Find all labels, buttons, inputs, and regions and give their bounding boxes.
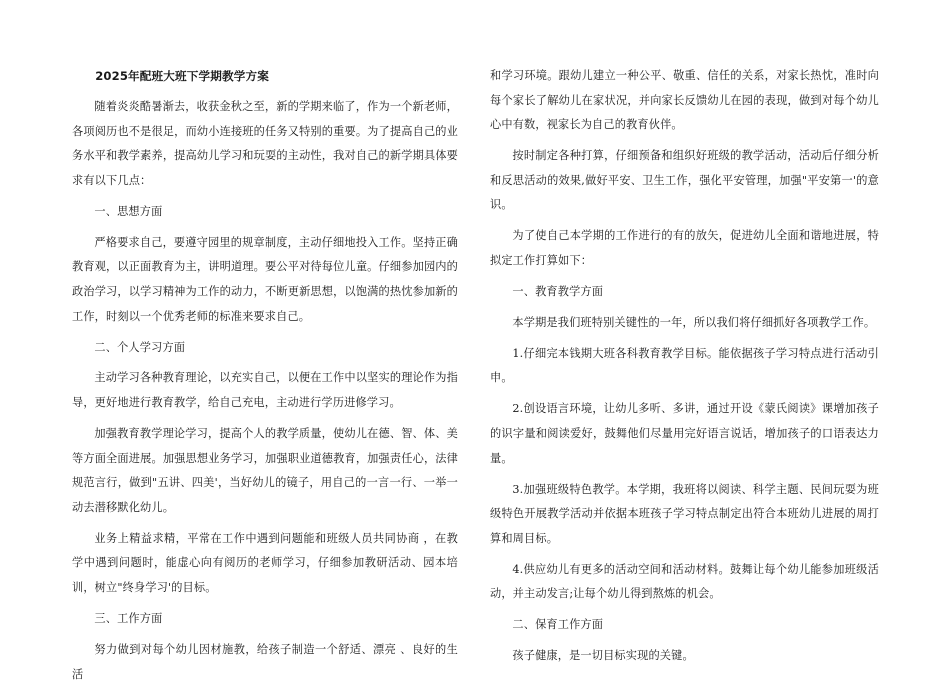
paragraph: 努力做到对每个幼儿因材施教，给孩子制造一个舒适、漂亮 、良好的生活: [72, 642, 458, 681]
section-heading: 一、教育教学方面: [512, 284, 604, 298]
paragraph: 随着炎炎酷暑渐去，收获金秋之至，新的学期来临了，作为一个新老师，各项阅历也不是很足，而幼小连接班的任务又特别的重要。为了提高自己的业务水平和教学素养，提高幼儿学习和玩耍的主动性，我对自己的新学期具体要求有以下几点：: [72, 99, 458, 187]
paragraph-continued: 和学习环境。跟幼儿建立一种公平、敬重、信任的关系，对家长热忱，准时向每个家长了解幼儿在家状况，并向家长反馈幼儿在园的表现，做到对每个幼儿心中有数，视家长为自己的教育伙伴。: [490, 69, 879, 132]
document-title: 2025年配班大班下学期教学方案: [95, 69, 269, 83]
list-item: 1.仔细完本钱期大班各科教育教学目标。能依据孩子学习特点进行活动引申。: [490, 346, 879, 385]
paragraph: 业务上精益求精，平常在工作中遇到问题能和班级人员共同协商 ，在教学中遇到问题时，能虚心向有阅历的老师学习，仔细参加教研活动、园本培训，树立"终身学习'的目标。: [72, 531, 458, 595]
section-heading: 三、工作方面: [94, 612, 163, 625]
paragraph: 按时制定各种打算，仔细预备和组织好班级的教学活动，活动后仔细分析和反思活动的效果,做好平安、卫生工作，强化平安管理，加强"平安第一'的意识。: [490, 149, 879, 212]
paragraph: 孩子健康，是一切目标实现的关键。: [512, 649, 694, 663]
list-item: 2.创设语言环境，让幼儿多听、多讲，通过开设《蒙氏阅读》课增加孩子的识字量和阅读爱好，鼓舞他们尽量用完好语言说话，增加孩子的口语表达力量。: [490, 402, 879, 465]
paragraph: 主动学习各种教育理论，以充实自己，以便在工作中以坚实的理论作为指导，更好地进行教育教学，给自己充电，主动进行学历进修学习。: [72, 371, 458, 410]
paragraph: 加强教育教学理论学习，提高个人的教学质量，使幼儿在德、智、体、美等方面全面进展。加强思想业务学习，加强职业道德教育，加强责任心，法律规范言行，做到"五讲、四美'，当好幼儿的镜子，用自己的一言一行、一举一动去潜移默化幼儿。: [72, 427, 458, 514]
paragraph: 本学期是我们班特别关键性的一年，所以我们将仔细抓好各项教学工作。: [512, 315, 876, 329]
paragraph: 严格要求自己，要遵守园里的规章制度，主动仔细地投入工作。坚持正确教育观，以正面教育为主，讲明道理。要公平对待每位儿童。仔细参加园内的政治学习，以学习精神为工作的动力，不断更新思想，以饱满的热忱参加新的工作，时刻以一个优秀老师的标准来要求自己。: [72, 235, 458, 323]
left-column: [72, 64, 458, 694]
section-heading: 二、个人学习方面: [94, 340, 186, 354]
section-heading: 二、保育工作方面: [512, 618, 604, 632]
list-item: 4.供应幼儿有更多的活动空间和活动材料。鼓舞让每个幼儿能参加班级活动，并主动发言;让每个幼儿得到熬炼的机会。: [490, 562, 879, 601]
right-column: [490, 64, 879, 675]
paragraph: 为了使自己本学期的工作进行的有的放矢，促进幼儿全面和谐地进展，特拟定工作打算如下：: [490, 229, 879, 267]
list-item: 3.加强班级特色教学。本学期，我班将以阅读、科学主题、民间玩耍为班级特色开展教学活动并依据本班孩子学习特点制定出符合本班幼儿进展的周打算和周目标。: [490, 482, 879, 545]
section-heading: 一、思想方面: [94, 204, 163, 218]
